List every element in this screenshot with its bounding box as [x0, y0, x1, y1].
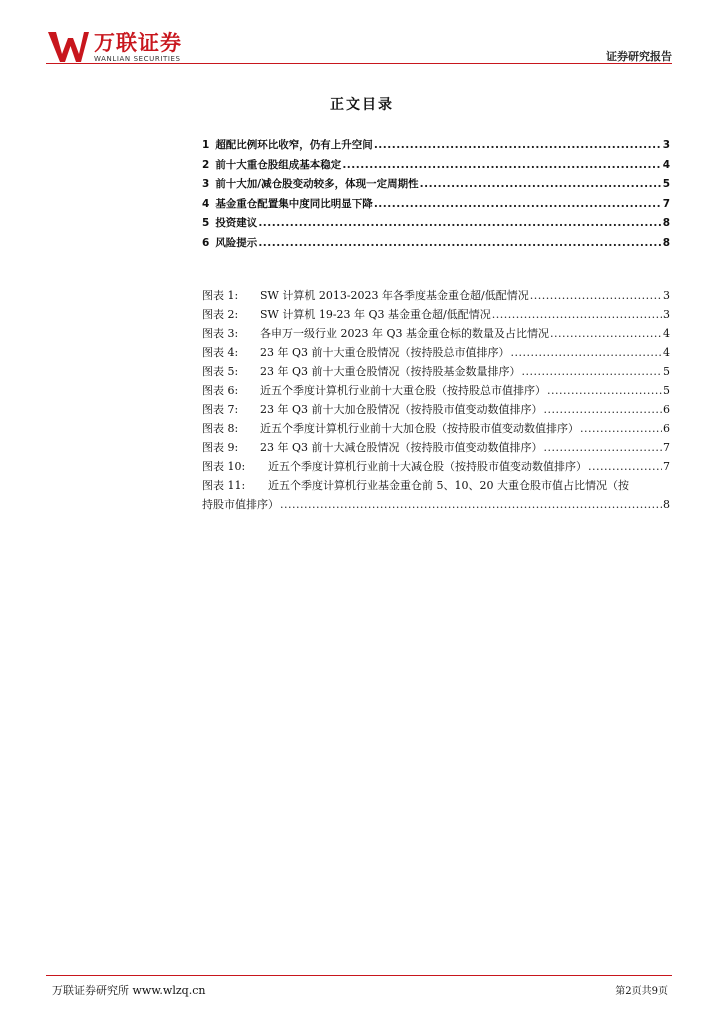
figure-label: 图表 2: [202, 308, 239, 321]
toc-leader [522, 362, 662, 381]
figure-list [202, 286, 670, 514]
figure-label: 图表 3: [202, 327, 239, 340]
toc-item-number: 4 [202, 197, 210, 210]
header-divider [46, 63, 672, 64]
figure-title: 近五个季度计算机行业前十大加仓股（按持股市值变动数值排序） [260, 422, 579, 435]
figure-label: 图表 11: [202, 479, 246, 492]
toc-item-title: 前十大加/减仓股变动较多，体现一定周期性 [215, 178, 419, 190]
toc-item-title: 基金重仓配置集中度同比明显下降 [215, 197, 373, 210]
toc-item[interactable] [202, 214, 670, 234]
company-logo [46, 28, 226, 68]
logo-text-en: WANLIAN SECURITIES [94, 55, 181, 63]
toc-leader [544, 438, 662, 457]
figure-label: 图表 1: [202, 289, 239, 302]
figure-item[interactable] [202, 400, 670, 419]
figure-page: 5 [663, 384, 670, 397]
figure-item[interactable] [202, 305, 670, 324]
toc-item-number: 5 [202, 217, 210, 229]
figure-title: SW 计算机 2013-2023 年各季度基金重仓超/低配情况 [260, 289, 529, 302]
figure-label: 图表 8: [202, 422, 239, 435]
toc-leader [492, 305, 662, 324]
doc-type-label: 证券研究报告 [606, 50, 672, 63]
figure-page: 4 [663, 327, 670, 340]
toc-item-number: 6 [202, 236, 210, 249]
toc-item[interactable] [202, 234, 670, 254]
figure-item[interactable] [202, 343, 670, 362]
toc-leader [374, 136, 662, 156]
toc-leader [547, 381, 662, 400]
toc-leader [580, 419, 662, 438]
figure-label: 图表 9: [202, 441, 239, 454]
figure-title: 23 年 Q3 前十大减仓股情况（按持股市值变动数值排序） [260, 441, 543, 454]
toc-leader [342, 156, 661, 176]
figure-item[interactable] [202, 438, 670, 457]
toc-item-number: 2 [202, 158, 210, 171]
toc-leader [258, 214, 661, 234]
figure-page: 4 [663, 346, 670, 359]
footer-source: 万联证券研究所 www.wlzq.cn [52, 984, 206, 997]
toc-item[interactable] [202, 136, 670, 156]
figure-page: 3 [663, 308, 670, 321]
toc-item-page: 7 [662, 197, 670, 210]
figure-page: 6 [663, 403, 670, 416]
figure-title: 23 年 Q3 前十大重仓股情况（按持股总市值排序） [260, 346, 510, 359]
figure-page: 8 [663, 498, 670, 511]
figure-label: 图表 5: [202, 365, 239, 378]
toc-leader [511, 343, 662, 362]
figure-item[interactable] [202, 381, 670, 400]
figure-page: 7 [663, 460, 670, 473]
toc-item-title: 超配比例环比收窄，仍有上升空间 [215, 139, 373, 151]
toc-item-title: 风险提示 [215, 236, 258, 249]
figure-label: 图表 10: [202, 460, 246, 473]
toc-item[interactable] [202, 175, 670, 195]
toc-item-title: 前十大重仓股组成基本稳定 [215, 158, 342, 171]
toc-leader [544, 400, 662, 419]
toc-item-number: 1 [202, 139, 210, 151]
toc-item[interactable] [202, 195, 670, 215]
toc-leader [550, 324, 662, 343]
toc-leader [588, 457, 662, 476]
toc-item-page: 8 [662, 217, 670, 229]
figure-label: 图表 7: [202, 403, 239, 416]
figure-item[interactable] [202, 324, 670, 343]
figure-item-continued[interactable] [202, 495, 670, 514]
logo-text-cn: 万联证券 [94, 31, 182, 55]
toc-leader [280, 495, 662, 514]
figure-title: 近五个季度计算机行业基金重仓前 5、10、20 大重仓股市值占比情况（按 [268, 479, 629, 492]
toc-leader [420, 175, 662, 195]
figure-item[interactable] [202, 419, 670, 438]
toc-item-title: 投资建议 [215, 217, 258, 229]
figure-page: 3 [663, 289, 670, 302]
figure-page: 7 [663, 441, 670, 454]
figure-title-continued: 持股市值排序） [202, 498, 279, 511]
figure-item[interactable] [202, 286, 670, 305]
figure-item[interactable] [202, 457, 670, 476]
toc-item-page: 8 [662, 236, 670, 249]
toc-item-page: 4 [662, 158, 670, 171]
figure-title: 23 年 Q3 前十大重仓股情况（按持股基金数量排序） [260, 365, 521, 378]
toc-item-page: 5 [662, 178, 670, 190]
figure-title: 近五个季度计算机行业前十大减仓股（按持股市值变动数值排序） [268, 460, 587, 473]
figure-item[interactable] [202, 476, 670, 495]
toc-item-page: 3 [662, 139, 670, 151]
page-title: 正文目录 [330, 97, 394, 113]
figure-label: 图表 6: [202, 384, 239, 397]
figure-page: 6 [663, 422, 670, 435]
figure-title: 各申万一级行业 2023 年 Q3 基金重仓标的数量及占比情况 [260, 327, 549, 340]
footer-divider [46, 975, 672, 976]
figure-page: 5 [663, 365, 670, 378]
toc-leader [530, 286, 662, 305]
figure-title: 23 年 Q3 前十大加仓股情况（按持股市值变动数值排序） [260, 403, 543, 416]
figure-item[interactable] [202, 362, 670, 381]
figure-title: SW 计算机 19-23 年 Q3 基金重仓超/低配情况 [260, 308, 491, 321]
figure-label: 图表 4: [202, 346, 239, 359]
page-number: 第2页共9页 [615, 986, 668, 997]
wanlian-logo-icon [46, 30, 90, 64]
toc-item[interactable] [202, 156, 670, 176]
toc-leader [374, 195, 662, 215]
table-of-contents [202, 136, 670, 253]
figure-title: 近五个季度计算机行业前十大重仓股（按持股总市值排序） [260, 384, 546, 397]
toc-leader [258, 234, 661, 254]
toc-item-number: 3 [202, 178, 210, 190]
